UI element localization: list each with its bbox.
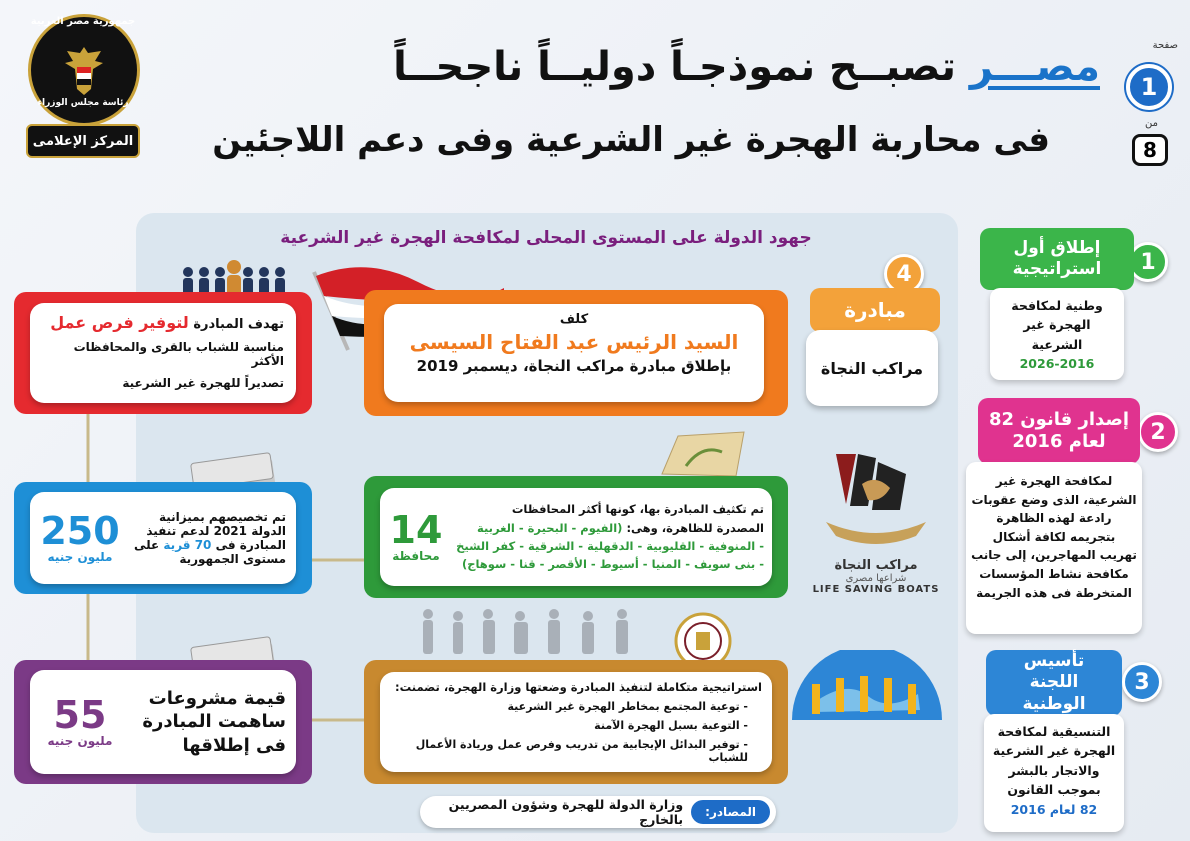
budget-villages: 70 قرية: [163, 538, 212, 552]
main-title: [393, 44, 1100, 90]
page-of-label: من: [1145, 118, 1158, 129]
budget-figure: [40, 509, 120, 564]
governorates-list-2: - المنوفية - القليوبية - الدقهلية - الشرقية - كفر الشيخ: [456, 539, 764, 553]
page-label: صفحة: [1152, 40, 1178, 51]
right-item-2-line-7: المتخرطة فى هذه الجريمة: [976, 585, 1132, 600]
budget-number: 250: [40, 509, 120, 553]
cabinet-logo: [24, 12, 142, 160]
governorates-figure: [388, 508, 444, 563]
budget-line-3-suffix: على: [133, 538, 160, 552]
governorates-number: 14: [389, 508, 443, 552]
projects-card: [30, 670, 296, 774]
right-item-2-body: [966, 462, 1142, 634]
president-card: [384, 304, 764, 402]
life-saving-boats-logo: [806, 444, 946, 604]
projects-line-2: ساهمت المبادرة: [142, 711, 286, 733]
right-item-2-line-4: بتجريمه لكافة أشكال: [992, 529, 1116, 544]
budget-line-1: تم تخصيصهم بميزانية: [158, 510, 286, 524]
strategy-item-1: - توعية المجتمع بمخاطر الهجرة غير الشرعية: [507, 700, 748, 713]
governorates-list-1: (الفيوم - البحيرة - الغربية: [476, 520, 623, 535]
governorates-card: [380, 488, 772, 586]
projects-line-3: فى إطلاقها: [182, 734, 286, 756]
right-item-1-body: [990, 288, 1124, 380]
panel-title: جهود الدولة على المستوى المحلى لمكافحة الهجرة غير الشرعية: [280, 228, 812, 248]
right-item-2-badge: 2: [1138, 412, 1178, 452]
page-total: 8: [1132, 134, 1168, 166]
goal-line-3: تصديراً للهجرة غير الشرعية: [122, 376, 284, 390]
logo-emblem: [28, 14, 140, 126]
eagle-icon: [61, 43, 107, 97]
budget-line-4: مستوى الجمهورية: [179, 552, 286, 566]
sources-label: المصادر:: [691, 800, 770, 824]
budget-unit: مليون جنيه: [47, 550, 113, 564]
initiative-badge: 4: [884, 254, 924, 294]
projects-unit: مليون جنيه: [47, 734, 113, 748]
strategy-item-2: - التوعية بسبل الهجرة الآمنة: [594, 719, 748, 732]
right-item-2-line-1: لمكافحة الهجرة غير: [995, 474, 1113, 488]
right-item-3-footer: 82 لعام 2016: [1010, 801, 1098, 817]
right-item-2-line-6: مكافحة نشاط المؤسسات: [979, 566, 1129, 581]
sources-text: وزارة الدولة للهجرة وشؤون المصريين بالخارج: [448, 797, 684, 827]
boat-hands-icon: [816, 444, 936, 554]
budget-card: [30, 492, 296, 584]
president-line-3: بإطلاق مبادرة مراكب النجاة، ديسمبر 2019: [416, 357, 732, 375]
logo-banner: المركز الإعلامى: [26, 124, 140, 158]
right-item-3-line-4: بموجب القانون: [1007, 782, 1101, 798]
logo-bottom-text: رئاسة مجلس الوزراء: [37, 98, 129, 108]
initiative-head: مبادرة: [810, 288, 940, 332]
right-item-2-line-2: الشرعية، الذى وضع عقوبات: [971, 492, 1137, 507]
logo-top-text: جمهورية مصر العربية: [30, 16, 136, 27]
president-line-1: كلف: [559, 312, 589, 327]
migrants-silhouette-icon: [408, 604, 648, 660]
right-item-3-line-1: التنسيقية لمكافحة: [997, 724, 1111, 739]
governorates-line-2: [444, 519, 764, 537]
goal-highlight: لتوفير فرص عمل: [50, 313, 189, 332]
strategy-intro: استراتيجية متكاملة لتنفيذ المبادرة وضعتها وزارة الهجرة، تضمنت:: [394, 680, 762, 694]
strategy-list: [390, 700, 762, 764]
right-item-3-head: تأسيس اللجنة الوطنية: [986, 650, 1122, 716]
logo-slogan: شراعها مصرى: [845, 573, 907, 584]
right-item-2-line-5: تهريب المهاجرين، إلى جانب: [971, 548, 1137, 563]
budget-line-3: [120, 538, 286, 552]
right-item-3-line-3: والاتجار بالبشر: [1008, 762, 1100, 778]
projects-figure: [40, 693, 120, 748]
projects-line-1: قيمة مشروعات: [148, 687, 286, 709]
right-item-3-body: [984, 714, 1124, 832]
president-name: السيد الرئيس عبد الفتاح السيسى: [409, 330, 739, 354]
right-item-1-line-3: الشرعية: [1031, 336, 1083, 352]
right-item-2-head: إصدار قانون 82 لعام 2016: [978, 398, 1140, 464]
globe-icon: [788, 650, 946, 720]
strategy-card: [380, 672, 772, 772]
budget-line-3-prefix: المبادرة فى: [215, 538, 286, 552]
budget-text: [120, 510, 286, 566]
right-item-1-line-2: الهجرة غير: [1023, 317, 1091, 333]
title-highlight: مصـــر: [969, 44, 1100, 90]
right-item-3-badge: 3: [1122, 662, 1162, 702]
goal-line-1: [42, 313, 284, 332]
right-item-3-line-2: الهجرة غير الشرعية: [992, 743, 1116, 759]
projects-number: 55: [53, 693, 107, 737]
logo-ar-name: مراكب النجاة: [834, 558, 918, 573]
governorates-list-3: - بنى سويف - المنيا - أسيوط - الأقصر - قنا - سوهاج): [461, 557, 764, 572]
right-item-1-line-1: وطنية لمكافحة: [1011, 298, 1103, 313]
projects-text: [120, 687, 286, 757]
title-rest: تصبــح نموذجـاً دوليــاً ناجحــاً: [393, 44, 956, 90]
governorates-line-2-prefix: المصدرة للظاهرة، وهى:: [626, 520, 764, 535]
initiative-name: مراكب النجاة: [806, 330, 938, 406]
logo-en-name: LIFE SAVING BOATS: [812, 584, 940, 595]
goal-line-2: مناسبة للشباب بالقرى والمحافظات الأكثر: [73, 340, 284, 368]
right-item-2-line-3: رادعة لهذه الظاهرة: [996, 511, 1112, 526]
governorates-text: [444, 500, 764, 574]
goal-card: [30, 303, 296, 403]
governorates-unit: محافظة: [392, 549, 440, 563]
governorates-line-1: تم تكثيف المبادرة بها، كونها أكثر المحافظات: [511, 502, 764, 517]
strategy-item-3: - توفير البدائل الإيجابية من تدريب وفرص عمل وريادة الأعمال للشباب: [415, 738, 748, 764]
right-item-1-head: إطلاق أول استراتيجية: [980, 228, 1134, 290]
page-current: 1: [1126, 64, 1172, 110]
right-item-1-footer: 2026-2016: [1019, 356, 1095, 372]
right-item-1-badge: 1: [1128, 242, 1168, 282]
map-icon: [656, 430, 748, 482]
goal-prefix: تهدف المبادرة: [193, 317, 284, 332]
subtitle: فى محاربة الهجرة غير الشرعية وفى دعم اللاجئين: [212, 120, 1050, 160]
budget-line-2: الدولة 2021 لدعم تنفيذ: [146, 524, 286, 538]
sources-bar: [420, 796, 776, 828]
